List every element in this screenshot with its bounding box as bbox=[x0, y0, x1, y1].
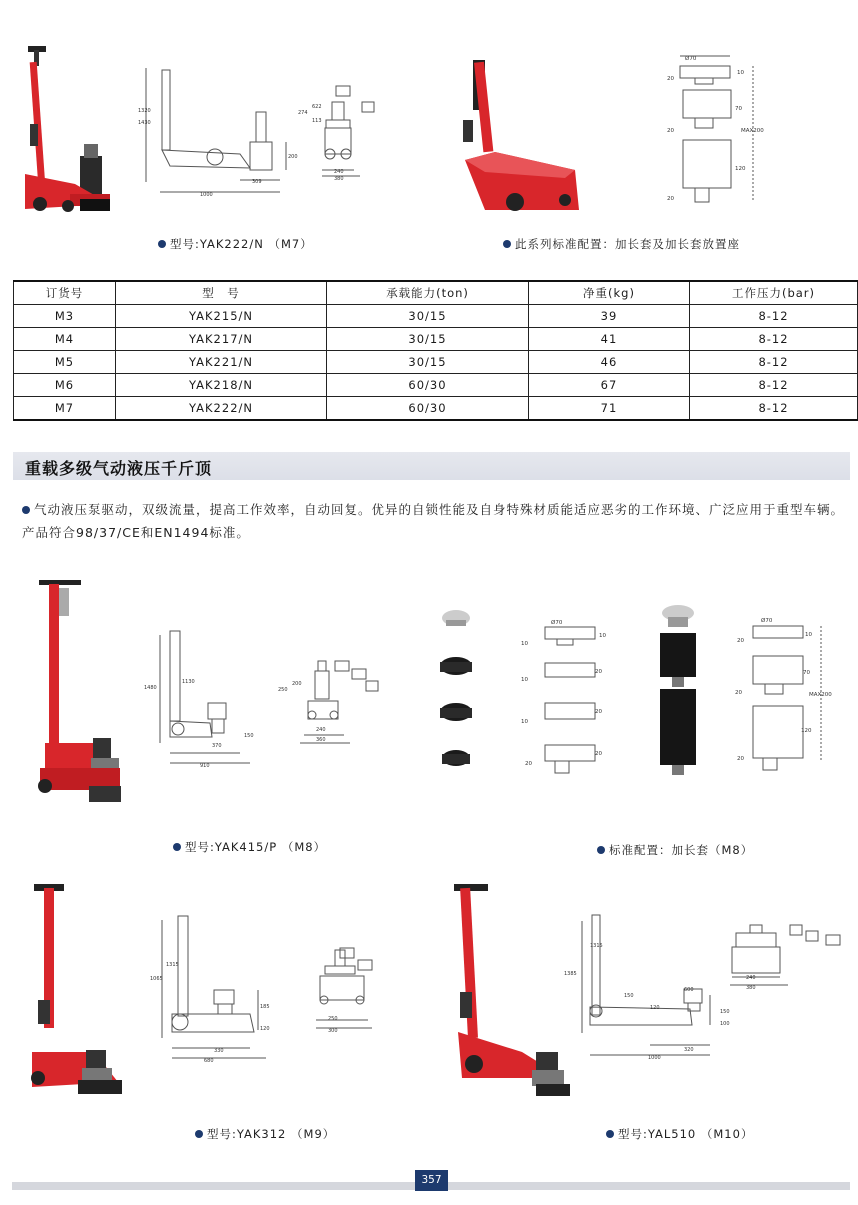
svg-text:100: 100 bbox=[720, 1021, 730, 1027]
svg-text:MAX200: MAX200 bbox=[809, 692, 832, 698]
extension-pads-photo bbox=[432, 608, 482, 778]
svg-text:1000: 1000 bbox=[200, 192, 213, 198]
cell-pressure: 8-12 bbox=[690, 374, 858, 397]
jack-photo-m10 bbox=[452, 882, 572, 1100]
svg-text:185: 185 bbox=[260, 1004, 270, 1010]
cell-order-no: M7 bbox=[14, 397, 116, 421]
spec-table bbox=[13, 280, 858, 421]
extension-drawing-sleeves bbox=[735, 612, 845, 772]
cell-model: YAK217/N bbox=[116, 328, 327, 351]
svg-text:150: 150 bbox=[720, 1009, 730, 1015]
caption-m8 bbox=[173, 839, 326, 855]
cell-weight: 46 bbox=[529, 351, 690, 374]
bullet-dot-icon bbox=[22, 506, 30, 514]
cell-weight: 41 bbox=[529, 328, 690, 351]
svg-text:MAX200: MAX200 bbox=[741, 128, 764, 134]
svg-text:910: 910 bbox=[200, 763, 210, 769]
cell-pressure: 8-12 bbox=[690, 397, 858, 421]
bullet-dot-icon bbox=[503, 240, 511, 248]
extension-drawing-top bbox=[655, 50, 770, 210]
section-description-text: 气动液压泵驱动，双级流量，提高工作效率，自动回复。优异的自锁性能及自身特殊材质能适应恶劣的工作环境、广泛应用于重型车辆。产品符合98/37/CE和EN1494标准。 bbox=[22, 502, 845, 540]
jack-photo-m9 bbox=[28, 882, 128, 1100]
svg-text:20: 20 bbox=[667, 76, 674, 82]
svg-text:150: 150 bbox=[624, 993, 634, 999]
svg-text:680: 680 bbox=[204, 1058, 214, 1064]
svg-text:10: 10 bbox=[805, 632, 812, 638]
svg-text:10: 10 bbox=[521, 641, 528, 647]
svg-text:1065: 1065 bbox=[150, 976, 163, 982]
svg-text:20: 20 bbox=[595, 709, 602, 715]
svg-text:200: 200 bbox=[288, 154, 298, 160]
svg-text:300: 300 bbox=[328, 1028, 338, 1034]
svg-text:250: 250 bbox=[278, 687, 288, 693]
dimension-drawing-m10 bbox=[560, 885, 850, 1065]
table-row bbox=[14, 397, 858, 421]
jack-photo-m7 bbox=[20, 44, 120, 214]
svg-text:360: 360 bbox=[316, 737, 326, 743]
svg-text:250: 250 bbox=[328, 1016, 338, 1022]
jack-photo-m7-extension bbox=[455, 60, 580, 212]
cell-order-no: M5 bbox=[14, 351, 116, 374]
svg-text:1130: 1130 bbox=[182, 679, 195, 685]
extension-sleeve-photo bbox=[652, 603, 702, 778]
svg-text:1430: 1430 bbox=[138, 120, 151, 126]
svg-text:Ø70: Ø70 bbox=[761, 618, 773, 624]
svg-text:380: 380 bbox=[746, 985, 756, 991]
svg-text:1315: 1315 bbox=[166, 962, 179, 968]
svg-text:20: 20 bbox=[667, 128, 674, 134]
header-weight: 净重(kg) bbox=[529, 281, 690, 305]
header-pressure: 工作压力(bar) bbox=[690, 281, 858, 305]
caption-m10-text: 型号:YAL510 （M10） bbox=[618, 1127, 754, 1141]
cell-order-no: M3 bbox=[14, 305, 116, 328]
svg-text:20: 20 bbox=[667, 196, 674, 202]
bullet-dot-icon bbox=[597, 846, 605, 854]
bullet-dot-icon bbox=[195, 1130, 203, 1138]
cell-weight: 67 bbox=[529, 374, 690, 397]
svg-text:10: 10 bbox=[521, 719, 528, 725]
caption-m10 bbox=[606, 1126, 753, 1142]
cell-model: YAK215/N bbox=[116, 305, 327, 328]
page-number: 357 bbox=[415, 1170, 448, 1191]
caption-m7-text: 型号:YAK222/N （M7） bbox=[170, 237, 313, 251]
header-capacity: 承载能力(ton) bbox=[327, 281, 529, 305]
caption-m9-text: 型号:YAK312 （M9） bbox=[207, 1127, 336, 1141]
svg-text:240: 240 bbox=[746, 975, 756, 981]
svg-text:20: 20 bbox=[737, 756, 744, 762]
svg-text:70: 70 bbox=[735, 106, 742, 112]
cell-capacity: 30/15 bbox=[327, 305, 529, 328]
table-row bbox=[14, 351, 858, 374]
cell-capacity: 60/30 bbox=[327, 397, 529, 421]
svg-text:20: 20 bbox=[735, 690, 742, 696]
svg-text:10: 10 bbox=[737, 70, 744, 76]
dimension-drawing-m9 bbox=[150, 910, 390, 1070]
cell-capacity: 30/15 bbox=[327, 328, 529, 351]
svg-text:20: 20 bbox=[525, 761, 532, 767]
section-header bbox=[13, 452, 850, 480]
cell-model: YAK222/N bbox=[116, 397, 327, 421]
svg-text:330: 330 bbox=[214, 1048, 224, 1054]
svg-text:274: 274 bbox=[298, 110, 308, 116]
svg-text:320: 320 bbox=[684, 1047, 694, 1053]
cell-model: YAK218/N bbox=[116, 374, 327, 397]
cell-pressure: 8-12 bbox=[690, 328, 858, 351]
extension-drawing-pads bbox=[515, 615, 610, 775]
svg-text:70: 70 bbox=[803, 670, 810, 676]
svg-text:10: 10 bbox=[521, 677, 528, 683]
caption-m8-standard-text: 标准配置：加长套（M8） bbox=[609, 843, 754, 857]
svg-text:120: 120 bbox=[260, 1026, 270, 1032]
section-title: 重载多级气动液压千斤顶 bbox=[25, 459, 213, 478]
svg-text:120: 120 bbox=[650, 1005, 660, 1011]
svg-text:240: 240 bbox=[334, 169, 344, 175]
svg-text:20: 20 bbox=[737, 638, 744, 644]
caption-m9 bbox=[195, 1126, 335, 1142]
cell-model: YAK221/N bbox=[116, 351, 327, 374]
svg-text:Ø70: Ø70 bbox=[685, 56, 697, 62]
header-model: 型 号 bbox=[116, 281, 327, 305]
dimension-drawing-m8 bbox=[140, 625, 390, 775]
section-description bbox=[22, 498, 852, 544]
svg-text:240: 240 bbox=[316, 727, 326, 733]
table-header-row bbox=[14, 281, 858, 305]
cell-order-no: M4 bbox=[14, 328, 116, 351]
svg-text:622: 622 bbox=[312, 104, 322, 110]
svg-text:1320: 1320 bbox=[138, 108, 151, 114]
svg-text:200: 200 bbox=[292, 681, 302, 687]
svg-text:10: 10 bbox=[599, 633, 606, 639]
svg-text:600: 600 bbox=[684, 987, 694, 993]
svg-text:309: 309 bbox=[252, 179, 262, 185]
header-order-no: 订货号 bbox=[14, 281, 116, 305]
svg-text:20: 20 bbox=[595, 669, 602, 675]
svg-text:370: 370 bbox=[212, 743, 222, 749]
bullet-dot-icon bbox=[173, 843, 181, 851]
svg-text:1480: 1480 bbox=[144, 685, 157, 691]
jack-photo-m8 bbox=[35, 578, 125, 806]
cell-capacity: 30/15 bbox=[327, 351, 529, 374]
svg-text:380: 380 bbox=[334, 176, 344, 182]
svg-text:120: 120 bbox=[801, 728, 812, 734]
bullet-dot-icon bbox=[606, 1130, 614, 1138]
table-row bbox=[14, 374, 858, 397]
cell-weight: 39 bbox=[529, 305, 690, 328]
cell-capacity: 60/30 bbox=[327, 374, 529, 397]
caption-m8-standard bbox=[597, 842, 753, 858]
cell-pressure: 8-12 bbox=[690, 305, 858, 328]
svg-text:1385: 1385 bbox=[564, 971, 577, 977]
caption-standard-config-text: 此系列标准配置：加长套及加长套放置座 bbox=[515, 237, 740, 251]
cell-pressure: 8-12 bbox=[690, 351, 858, 374]
cell-weight: 71 bbox=[529, 397, 690, 421]
cell-order-no: M6 bbox=[14, 374, 116, 397]
caption-m8-text: 型号:YAK415/P （M8） bbox=[185, 840, 327, 854]
svg-text:113: 113 bbox=[312, 118, 322, 124]
svg-text:120: 120 bbox=[735, 166, 746, 172]
svg-text:20: 20 bbox=[595, 751, 602, 757]
svg-text:Ø70: Ø70 bbox=[551, 620, 563, 626]
dimension-drawing-m7 bbox=[140, 62, 380, 202]
svg-text:150: 150 bbox=[244, 733, 254, 739]
caption-m7 bbox=[158, 236, 313, 252]
table-row bbox=[14, 328, 858, 351]
svg-text:1315: 1315 bbox=[590, 943, 603, 949]
caption-standard-config bbox=[503, 236, 740, 252]
svg-text:1000: 1000 bbox=[648, 1055, 661, 1061]
bullet-dot-icon bbox=[158, 240, 166, 248]
table-row bbox=[14, 305, 858, 328]
